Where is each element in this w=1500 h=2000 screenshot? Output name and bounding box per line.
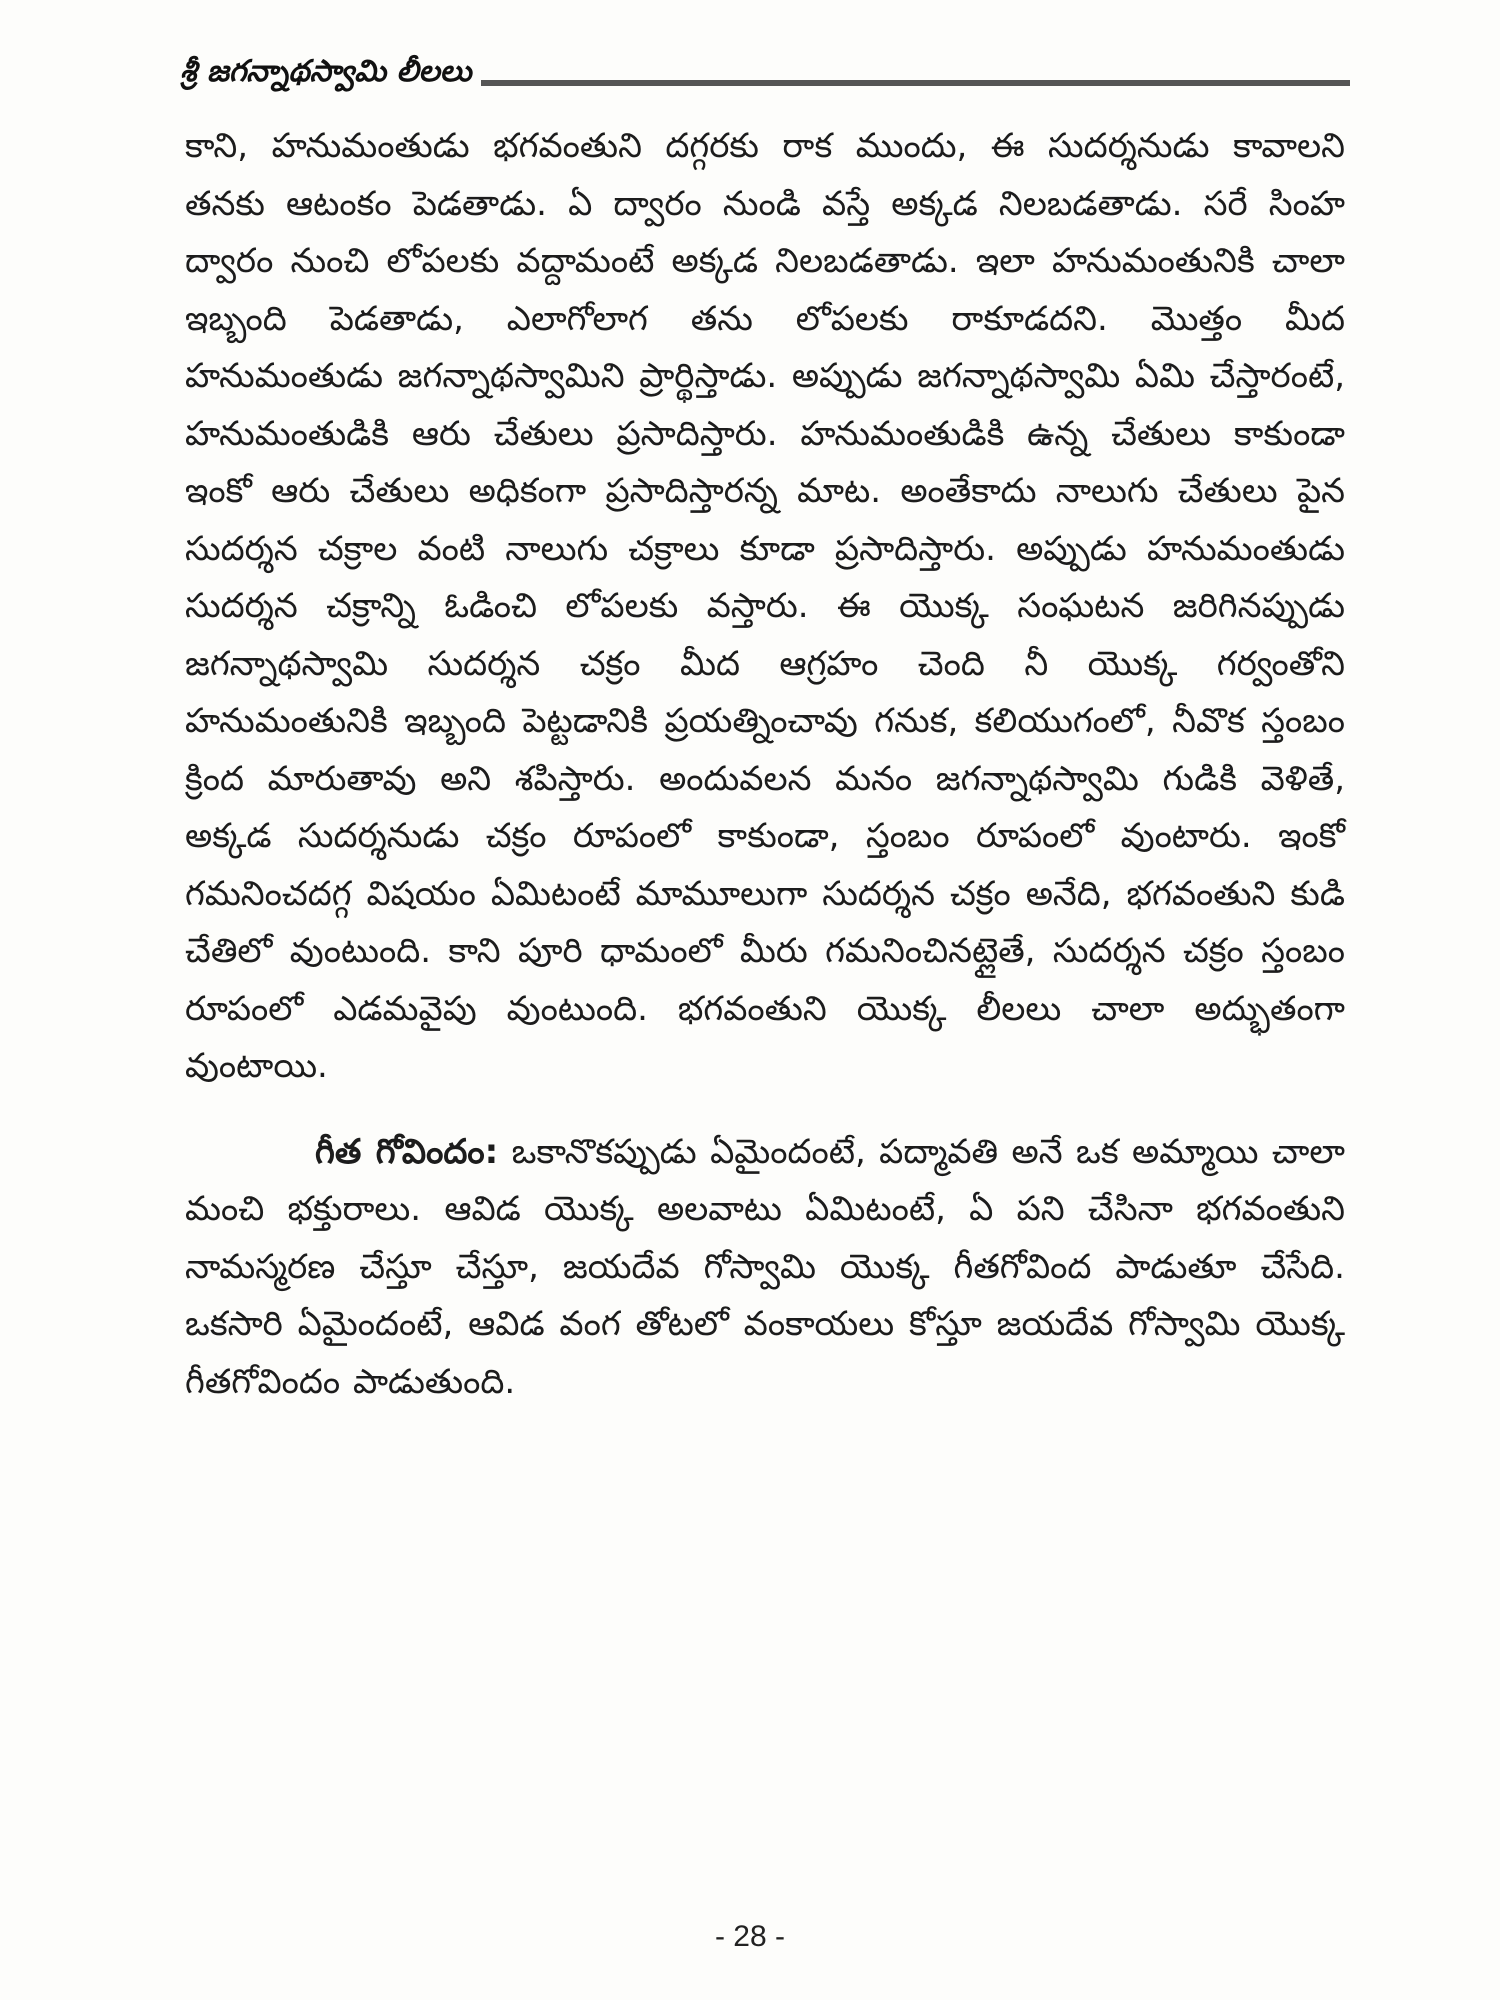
header-rule xyxy=(481,80,1350,86)
paragraph-gita-govindam-text: ఒకానొకప్పుడు ఏమైందంటే, పద్మావతి అనే ఒక అమ్మాయి చాలా మంచి భక్తురాలు. ఆవిడ యొక్క అలవాటు ఏమిటంటే, ఏ పని చేసినా భగవంతుని నామస్మరణ చేస్తూ చేస్తూ, జయదేవ గోస్వామి యొక్క గీతగోవింద పాడుతూ చేసేది. ఒకసారి ఏమైందంటే, ఆవిడ వంగ తోటలో వంకాయలు కోస్తూ జయదేవ గోస్వామి యొక్క గీతగోవిందం పాడుతుంది. xyxy=(185,1131,1345,1402)
section-heading: గీత గోవిందం: xyxy=(315,1131,499,1172)
paragraph-hanuman-sudarshana: కాని, హనుమంతుడు భగవంతుని దగ్గరకు రాక ముందు, ఈ సుదర్శనుడు కావాలని తనకు ఆటంకం పెడతాడు. ఏ ద్వారం నుండి వస్తే అక్కడ నిలబడతాడు. సరే సింహ ద్వారం నుంచి లోపలకు వద్దామంటే అక్కడ నిలబడతాడు. ఇలా హనుమంతునికి చాలా ఇబ్బంది పెడతాడు, ఎలాగోలాగ తను లోపలకు రాకూడదని. మొత్తం మీద హనుమంతుడు జగన్నాథస్వామిని ప్రార్థిస్తాడు. అప్పుడు జగన్నాథస్వామి ఏమి చేస్తారంటే, హనుమంతుడికి ఆరు చేతులు ప్రసాదిస్తారు. హనుమంతుడికి ఉన్న చేతులు కాకుండా ఇంకో ఆరు చేతులు అధికంగా ప్రసాదిస్తారన్న మాట. అంతేకాదు నాలుగు చేతులు పైన సుదర్శన చక్రాల వంటి నాలుగు చక్రాలు కూడా ప్రసాదిస్తారు. అప్పుడు హనుమంతుడు సుదర్శన చక్రాన్ని ఓడించి లోపలకు వస్తారు. ఈ యొక్క సంఘటన జరిగినప్పుడు జగన్నాథస్వామి సుదర్శన చక్రం మీద ఆగ్రహం చెంది నీ యొక్క గర్వంతోని హనుమంతునికి ఇబ్బంది పెట్టడానికి ప్రయత్నించావు గనుక, కలియుగంలో, నీవొక స్తంబం క్రింద మారుతావు అని శపిస్తారు. అందువలన మనం జగన్నాథస్వామి గుడికి వెళితే, అక్కడ సుదర్శనుడు చక్రం రూపంలో కాకుండా, స్తంబం రూపంలో వుంటారు. ఇంకో గమనించదగ్గ విషయం ఏమిటంటే మామూలుగా సుదర్శన చక్రం అనేది, భగవంతుని కుడి చేతిలో వుంటుంది. కాని పూరి ధామంలో మీరు గమనించినట్లైతే, సుదర్శన చక్రం స్తంబం రూపంలో ఎడమవైపు వుంటుంది. భగవంతుని యొక్క లీలలు చాలా అద్భుతంగా వుంటాయి. xyxy=(185,126,1345,1086)
paragraph-gita-govindam xyxy=(185,1124,1345,1412)
page-number: - 28 - xyxy=(714,1920,786,1953)
running-header xyxy=(180,36,1350,92)
header-title: శ్రీ జగన్నాథస్వామి లీలలు xyxy=(180,54,472,89)
body-text xyxy=(185,118,1345,1411)
